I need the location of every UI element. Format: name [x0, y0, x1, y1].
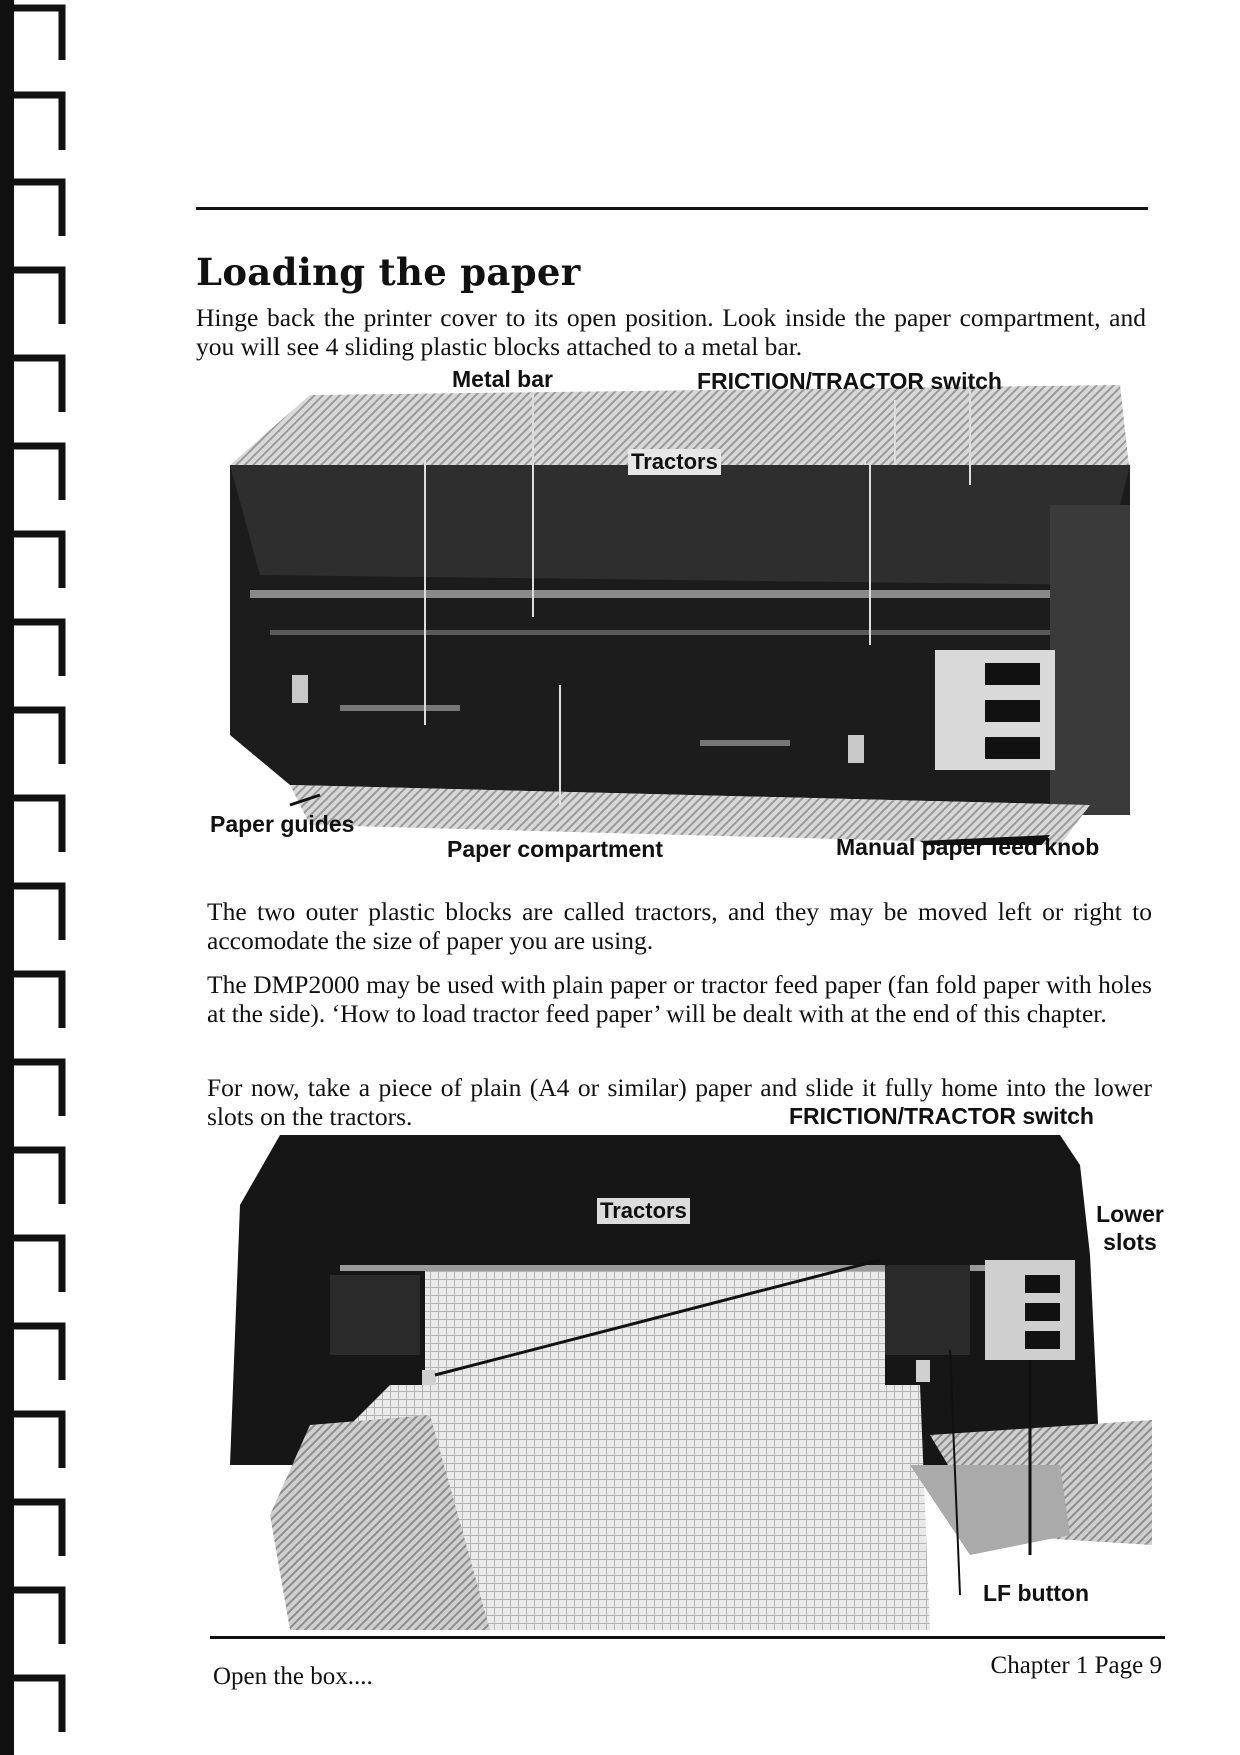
top-rule	[196, 207, 1148, 210]
footer-left: Open the box....	[213, 1663, 373, 1690]
footer-page-number: Chapter 1 Page 9	[990, 1652, 1162, 1679]
label-friction-tractor-switch: FRICTION/TRACTOR switch	[697, 368, 1002, 394]
footer-rule	[210, 1636, 1165, 1639]
label-tractors-2: Tractors	[597, 1198, 690, 1224]
label-friction-tractor-switch-2: FRICTION/TRACTOR switch	[789, 1103, 1094, 1129]
label-lf-button: LF button	[983, 1580, 1090, 1606]
spiral-binding	[0, 0, 80, 1755]
label-manual-paper-feed-knob: Manual paper feed knob	[836, 834, 1100, 860]
label-lower-slots: Lower slots	[1096, 1201, 1164, 1255]
printer-paper-photo	[230, 1135, 1152, 1630]
section-title: Loading the paper	[196, 250, 581, 294]
intro-paragraph: Hinge back the printer cover to its open position. Look inside the paper compartment, and you will see 4 sliding plastic blocks attached to a metal bar.	[196, 303, 1146, 361]
label-paper-guides: Paper guides	[210, 811, 355, 837]
label-tractors: Tractors	[628, 449, 721, 475]
paragraph-load-plain-paper: For now, take a piece of plain (A4 or similar) paper and slide it fully home into the lower slots on the tractors.	[207, 1073, 1152, 1131]
paragraph-paper-types: The DMP2000 may be used with plain paper or tractor feed paper (fan fold paper with holes at the side). ‘How to load tractor feed paper’ will be dealt with at the end of this chapter.	[207, 970, 1152, 1028]
label-paper-compartment: Paper compartment	[447, 836, 664, 862]
label-metal-bar: Metal bar	[452, 366, 553, 392]
paragraph-tractors: The two outer plastic blocks are called tractors, and they may be moved left or right to accomodate the size of paper you are using.	[207, 897, 1152, 955]
